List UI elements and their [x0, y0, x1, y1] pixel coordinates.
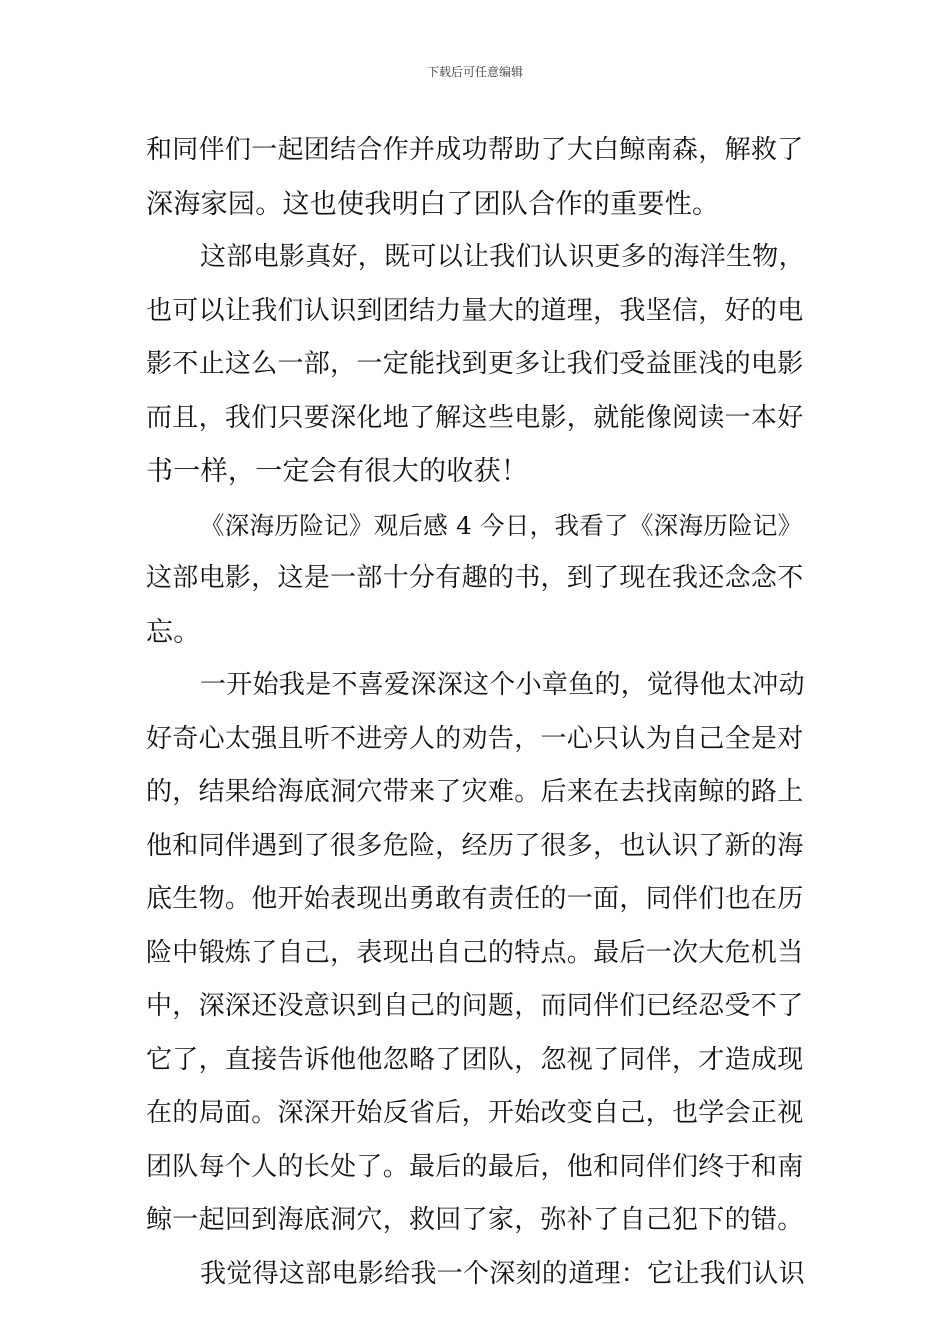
text-line: 中，深深还没意识到自己的问题，而同伴们已经忍受不了: [146, 991, 804, 1021]
text-line: 忘。: [146, 616, 201, 648]
text-line: 的，结果给海底洞穴带来了灾难。后来在去找南鲸的路上: [146, 777, 804, 807]
text-line: 影不止这么一部，一定能找到更多让我们受益匪浅的电影: [146, 349, 804, 379]
text-line: 团队每个人的长处了。最后的最后，他和同伴们终于和南: [146, 1151, 804, 1182]
text-line: 好奇心太强且听不进旁人的劝告，一心只认为自己全是对: [146, 723, 804, 754]
text-line: 也可以让我们认识到团结力量大的道理，我坚信，好的电: [146, 295, 804, 326]
text-line: 鲸一起回到海底洞穴，救回了家，弥补了自己犯下的错。: [146, 1205, 804, 1235]
text-line: 深海家园。这也使我明白了团队合作的重要性。: [146, 188, 720, 220]
text-line: 他和同伴遇到了很多危险，经历了很多，也认识了新的海: [146, 830, 804, 861]
essay-body: [146, 124, 808, 1301]
text-line: 险中锻炼了自己，表现出自己的特点。最后一次大危机当: [146, 937, 804, 968]
text-line: 在的局面。深深开始反省后，开始改变自己，也学会正视: [146, 1098, 804, 1128]
text-line: 和同伴们一起团结合作并成功帮助了大白鲸南森，解救了: [146, 135, 804, 165]
paragraph-first-line: 这部电影真好，既可以让我们认识更多的海洋生物，: [200, 242, 805, 272]
text-line: 底生物。他开始表现出勇敢有责任的一面，同伴们也在历: [146, 884, 804, 914]
text-line: 书一样，一定会有很大的收获！: [146, 456, 529, 487]
text-line: 这部电影，这是一部十分有趣的书，到了现在我还念念不: [146, 563, 804, 593]
text-line: 它了，直接告诉他他忽略了团队，忽视了同伴，才造成现: [146, 1044, 804, 1075]
paragraph-first-line: 我觉得这部电影给我一个深刻的道理：它让我们认识: [200, 1258, 805, 1289]
paragraph-first-line: 一开始我是不喜爱深深这个小章鱼的，觉得他太冲动: [200, 670, 805, 700]
text-line: 而且，我们只要深化地了解这些电影，就能像阅读一本好: [146, 402, 804, 433]
page-header: 下载后可任意编辑: [426, 65, 523, 79]
paragraph-first-line: 《深海历险记》观后感 4 今日，我看了《深海历险记》: [200, 510, 803, 540]
